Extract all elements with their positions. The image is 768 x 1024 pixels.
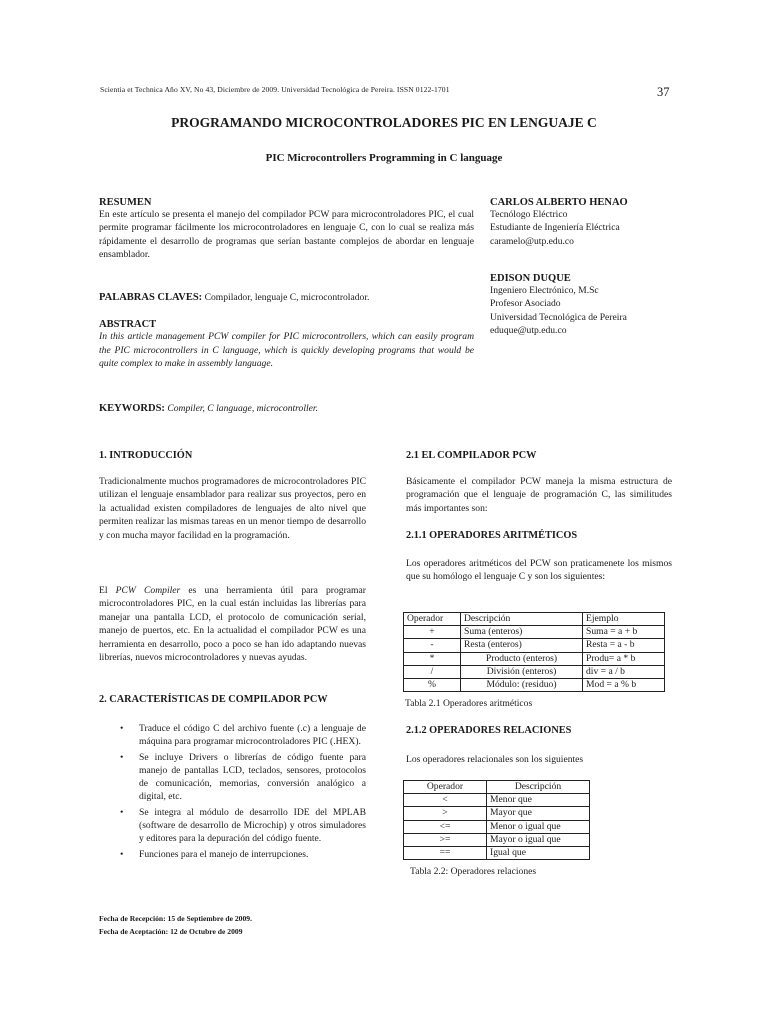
section-2-heading: 2. CARACTERÍSTICAS DE COMPILADOR PCW — [99, 694, 328, 705]
paper-title: PROGRAMANDO MICROCONTROLADORES PIC EN LENGUAJE C — [171, 115, 597, 130]
table-cell: Igual que — [487, 847, 590, 860]
table-row — [404, 807, 590, 820]
author-email: caramelo@utp.edu.co — [490, 235, 574, 247]
table-cell: == — [404, 847, 487, 860]
resumen-block — [99, 197, 474, 262]
table-cell: * — [404, 652, 461, 665]
section-2-1-1-text: Los operadores aritméticos del PCW son praticamenete los mismos que su homólogo el lenguaje C y son los siguientes: — [406, 558, 672, 583]
palabras-claves — [99, 291, 474, 304]
arithmetic-operators-table — [403, 612, 665, 692]
abstract-block — [99, 319, 474, 371]
author-email: eduque@utp.edu.co — [490, 325, 567, 337]
keywords-label: KEYWORDS: — [99, 403, 165, 414]
section-1-heading: 1. INTRODUCCIÓN — [99, 450, 193, 461]
table-header-cell: Descripción — [461, 613, 583, 626]
table-row — [404, 847, 590, 860]
author-line: Universidad Tecnológica de Pereira — [490, 311, 627, 323]
text-prefix: El — [99, 585, 116, 596]
table-cell: División (enteros) — [461, 665, 583, 678]
section-2-1-heading: 2.1 EL COMPILADOR PCW — [406, 450, 537, 461]
section-2-1-1-heading: 2.1.1 OPERADORES ARITMÉTICOS — [406, 530, 578, 541]
resumen-text: En este artículo se presenta el manejo del compilador PCW para microcontroladores PIC, el cual permite programar fácilmente los microcontroladores en lenguaje C, con lo cual se realiza más rápidamente el desarrollo de programas que serían bastante complejos de abordar en lenguaje ensamblador. — [99, 209, 474, 261]
abstract-heading: ABSTRACT — [99, 319, 157, 330]
bullet-text: Traduce el código C del archivo fuente (.c) a lenguaje de máquina para programar microcontroladores PIC (.HEX). — [139, 723, 366, 748]
page-number: 37 — [657, 85, 670, 99]
bullet-item — [99, 806, 366, 846]
table-row — [404, 679, 665, 692]
relational-operators-table — [403, 780, 590, 860]
table-row — [404, 794, 590, 807]
table-cell: % — [404, 679, 461, 692]
table-cell: Mayor que — [487, 807, 590, 820]
abstract-text: In this article management PCW compiler for PIC microcontrollers, which can easily program the PIC microcontrollers in C language, which is quickly developing programs that would be quite complex to make in assembly language. — [99, 331, 474, 370]
table-row — [404, 639, 665, 652]
bullet-text: Se incluye Drivers o librerías de código fuente para manejo de pantallas LCD, teclados, sensores, protocolos de comunicación, memorias, conversión analógico a digital, etc. — [139, 751, 366, 803]
table-cell: <= — [404, 820, 487, 833]
table-header-cell: Operador — [404, 613, 461, 626]
table-header-row — [404, 613, 665, 626]
table-cell: < — [404, 794, 487, 807]
pcw-compiler-term: PCW Compiler — [115, 585, 181, 596]
table-cell: Menor o igual que — [487, 820, 590, 833]
reception-date: Fecha de Recepción: 15 de Septiembre de 2009. — [99, 914, 252, 923]
bullet-icon: • — [120, 806, 124, 818]
bullet-icon: • — [120, 751, 124, 763]
bullet-icon: • — [120, 723, 124, 734]
section-1-paragraph-2 — [99, 584, 366, 664]
table-cell: / — [404, 665, 461, 678]
table-row — [404, 652, 665, 665]
section-2-bullets — [99, 722, 366, 863]
table-row — [404, 820, 590, 833]
table-row — [404, 833, 590, 846]
author-line: Tecnólogo Eléctrico — [490, 209, 568, 220]
author-1 — [490, 197, 670, 248]
palabras-label: PALABRAS CLAVES: — [99, 292, 203, 303]
table-header-cell: Operador — [404, 781, 487, 794]
section-2-1-text: Básicamente el compilador PCW maneja la misma estructura de programación que el lenguaje de programación C, las similitudes más importantes son: — [406, 476, 672, 514]
author-line: Profesor Asociado — [490, 298, 561, 310]
table-row — [404, 626, 665, 639]
table-cell: Mayor o igual que — [487, 833, 590, 846]
table-header-cell: Ejemplo — [583, 613, 665, 626]
table-cell: Producto (enteros) — [461, 652, 583, 665]
bullet-item — [99, 848, 366, 861]
table-cell: + — [404, 626, 461, 639]
table-cell: Produ= a * b — [583, 652, 665, 665]
table-cell: - — [404, 639, 461, 652]
resumen-heading: RESUMEN — [99, 197, 152, 208]
section-2-1-2-heading: 2.1.2 OPERADORES RELACIONES — [406, 725, 572, 736]
bullet-text: Se integra al módulo de desarrollo IDE del MPLAB (software de desarrollo de Microchip) y otros simuladores y editores para la depuración del código fuente. — [139, 806, 366, 845]
table-2-1-caption: Tabla 2.1 Operadores aritméticos — [405, 698, 533, 709]
author-name: CARLOS ALBERTO HENAO — [490, 197, 628, 208]
text-rest: es una herramienta útil para programar microcontroladores PIC, en la cual están incluidas las librerías para manejar una pantalla LCD, el protocolo de comunicación serial, manejo de puertos, etc. En la actualidad el compilador PCW es una herramienta en desarrollo, poco a poco se han ido adaptando nuevas librerías, nuevos microcontroladores y nuevas ayudas. — [99, 585, 366, 664]
author-line: Ingeniero Electrónico, M.Sc — [490, 285, 599, 296]
table-cell: Suma = a + b — [583, 626, 665, 639]
table-cell: Módulo: (residuo) — [461, 679, 583, 692]
author-line: Estudiante de Ingeniería Eléctrica — [490, 222, 620, 234]
table-row — [404, 665, 665, 678]
table-cell: > — [404, 807, 487, 820]
author-2 — [490, 273, 670, 338]
journal-header: Scientia et Technica Año XV, No 43, Diciembre de 2009. Universidad Tecnológica de Pereira. ISSN 0122-1701 — [100, 85, 450, 94]
table-cell: Menor que — [487, 794, 590, 807]
table-cell: Suma (enteros) — [461, 626, 583, 639]
table-header-row — [404, 781, 590, 794]
keywords — [99, 402, 474, 415]
table-header-cell: Descripción — [487, 781, 590, 794]
paper-subtitle: PIC Microcontrollers Programming in C language — [265, 152, 503, 164]
bullet-item — [99, 751, 366, 804]
bullet-icon: • — [120, 848, 124, 860]
author-name: EDISON DUQUE — [490, 273, 571, 284]
table-cell: >= — [404, 833, 487, 846]
section-2-1-2-text: Los operadores relacionales son los siguientes — [406, 754, 584, 765]
keywords-text: Compiler, C language, microcontroller. — [164, 403, 318, 414]
table-cell: div = a / b — [583, 665, 665, 678]
table-2-2-caption: Tabla 2.2: Operadores relaciones — [410, 866, 537, 877]
table-cell: Resta (enteros) — [461, 639, 583, 652]
palabras-text: Compilador, lenguaje C, microcontrolador. — [202, 292, 370, 303]
bullet-text: Funciones para el manejo de interrupciones. — [139, 848, 309, 860]
section-1-paragraph-1: Tradicionalmente muchos programadores de microcontroladores PIC utilizan el lenguaje ensamblador para realizar sus proyectos, pero en la actualidad existen compiladores de lenguajes de alto nivel que permiten realizar las mismas tareas en un menor tiempo de desarrollo y con mucha mayor facilidad en la programación. — [99, 476, 366, 541]
bullet-item — [99, 722, 366, 749]
table-cell: Resta = a - b — [583, 639, 665, 652]
acceptance-date: Fecha de Aceptación: 12 de Octubre de 2009 — [99, 927, 243, 936]
table-cell: Mod = a % b — [583, 679, 665, 692]
